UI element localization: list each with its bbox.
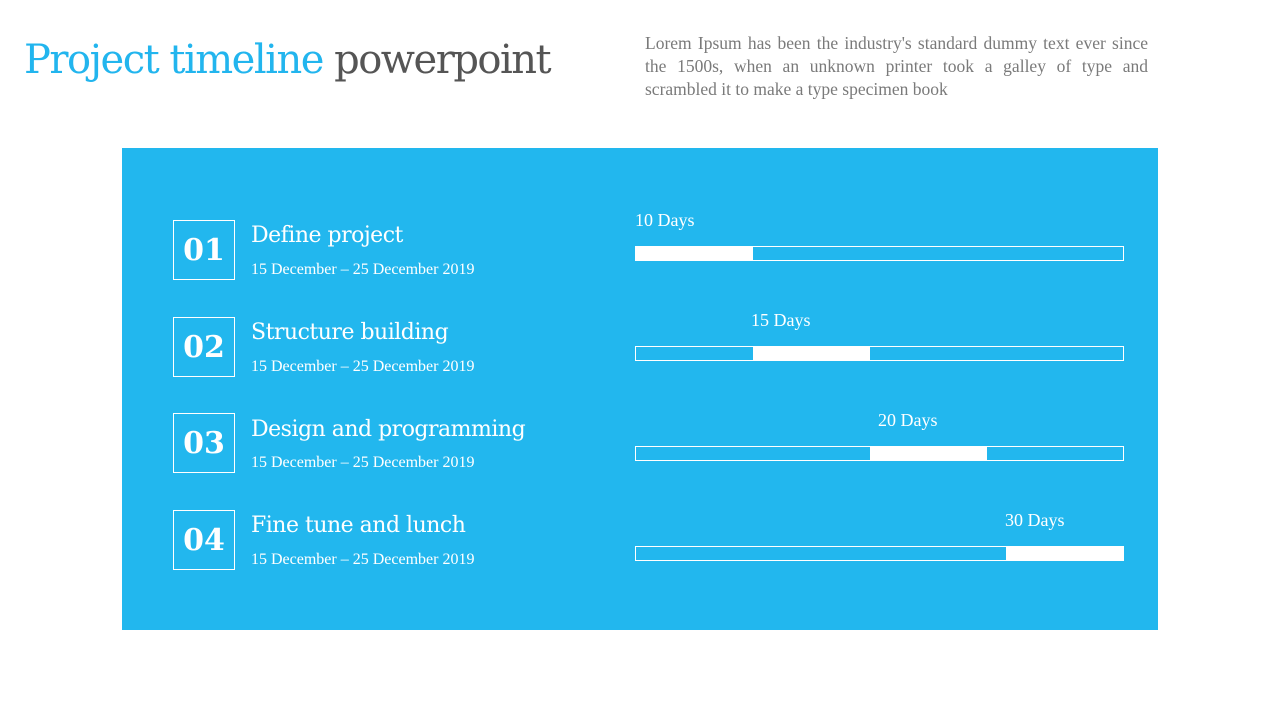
progress-bar — [635, 446, 1124, 461]
step-dates: 15 December – 25 December 2019 — [251, 261, 475, 278]
step-title: Design and programming — [251, 417, 526, 442]
step-title: Fine tune and lunch — [251, 513, 466, 538]
progress-bar-fill — [1006, 547, 1123, 560]
duration-label: 30 Days — [1005, 510, 1065, 530]
duration-label: 10 Days — [635, 210, 695, 230]
progress-bar — [635, 246, 1124, 261]
slide-title-rest: powerpoint — [334, 37, 551, 83]
progress-bar — [635, 346, 1124, 361]
progress-bar — [635, 546, 1124, 561]
progress-bar-fill — [636, 247, 753, 260]
slide-title — [24, 36, 550, 84]
slide-description: Lorem Ipsum has been the industry's standard dummy text ever since the 1500s, when an unknown printer took a galley of type and scrambled it to make a type specimen book — [645, 33, 1148, 99]
duration-label: 20 Days — [878, 410, 938, 430]
slide-title-accent: Project timeline — [24, 37, 323, 83]
step-number-box: 01 — [173, 220, 235, 280]
progress-bar-fill — [753, 347, 870, 360]
step-title: Define project — [251, 223, 403, 248]
step-dates: 15 December – 25 December 2019 — [251, 454, 475, 471]
duration-label: 15 Days — [751, 310, 811, 330]
step-number-box: 04 — [173, 510, 235, 570]
step-dates: 15 December – 25 December 2019 — [251, 551, 475, 568]
step-number-box: 02 — [173, 317, 235, 377]
step-title: Structure building — [251, 320, 449, 345]
step-dates: 15 December – 25 December 2019 — [251, 358, 475, 375]
step-number-box: 03 — [173, 413, 235, 473]
timeline-panel — [122, 148, 1158, 630]
progress-bar-fill — [870, 447, 987, 460]
